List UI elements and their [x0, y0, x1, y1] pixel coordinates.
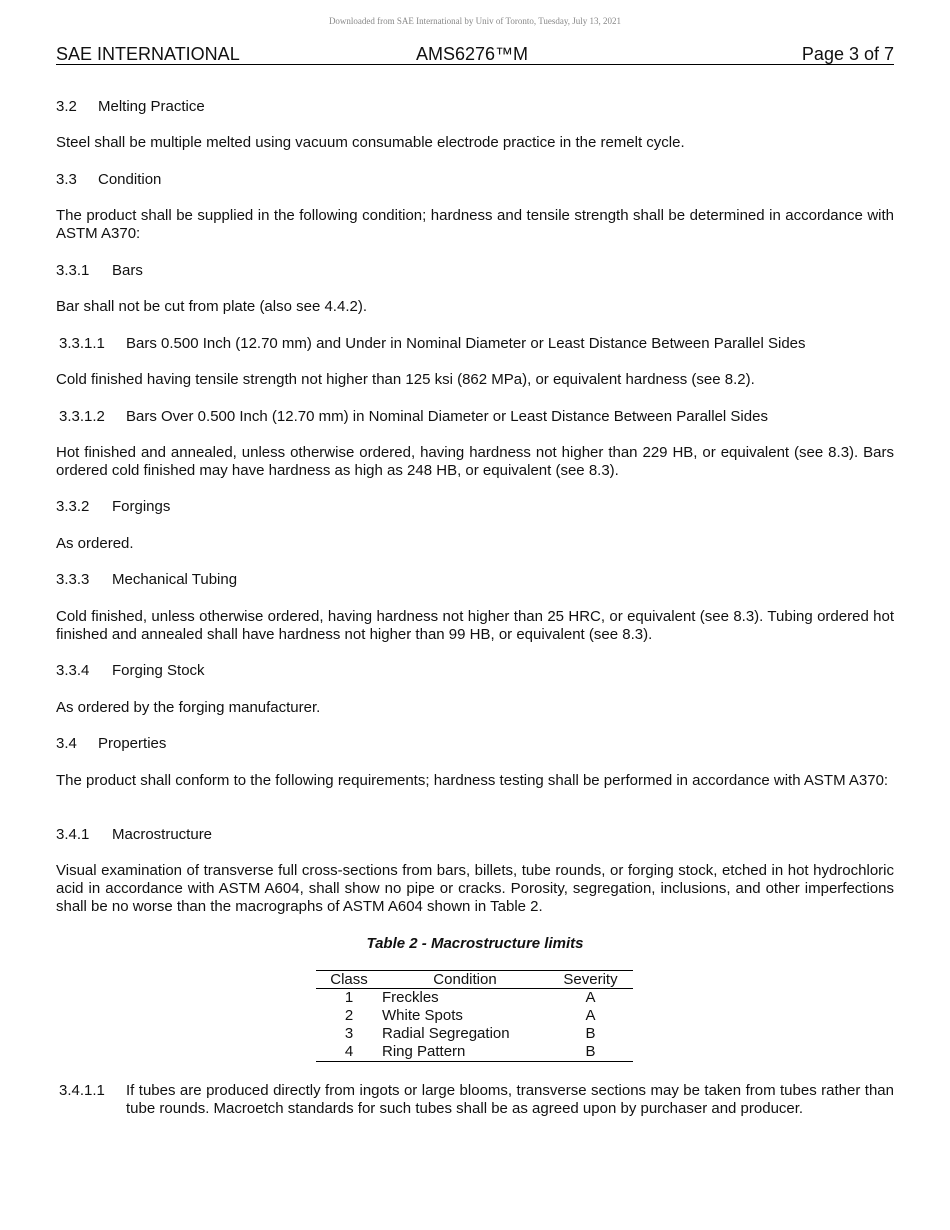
table-header-row: [316, 971, 633, 989]
section-title: Macrostructure: [112, 826, 213, 843]
table-row: [316, 1025, 633, 1043]
section-number: 3.3.4: [56, 662, 90, 679]
cell-class: 2: [344, 1007, 354, 1024]
section-heading-3-3-1-2: [56, 408, 894, 426]
table-row: [316, 1043, 633, 1062]
paragraph-3-2: Steel shall be multiple melted using vacuum consumable electrode practice in the remelt cycle.: [56, 134, 685, 151]
paragraph-3-4-1: Visual examination of transverse full cross-sections from bars, billets, tube rounds, or forging stock, etched in hot hydrochloric acid in accordance with ASTM A604, shall show no pipe or cracks. Porosity, segregation, inclusions, and other imperfections shall be no worse than the macrographs of ASTM A604 shown in Table 2.: [56, 862, 894, 915]
cell-severity: B: [548, 1043, 633, 1062]
paragraph-3-4: The product shall conform to the following requirements; hardness testing shall be performed in accordance with ASTM A370:: [56, 772, 889, 789]
cell-condition: White Spots: [382, 1007, 463, 1024]
section-heading-3-3-1: [56, 262, 894, 280]
download-notice: Downloaded from SAE International by Univ of Toronto, Tuesday, July 13, 2021: [328, 16, 622, 26]
cell-severity: A: [585, 989, 596, 1006]
table-row: [316, 989, 633, 1008]
macrostructure-table: [316, 970, 633, 1062]
paragraph-3-3-1-1: Cold finished having tensile strength not higher than 125 ksi (862 MPa), or equivalent hardness (see 8.2).: [56, 371, 755, 388]
cell-severity: B: [585, 1025, 596, 1042]
table-caption: Table 2 - Macrostructure limits: [366, 935, 584, 952]
cell-condition: Radial Segregation: [382, 1025, 510, 1042]
header-document-id: AMS6276™M: [416, 44, 529, 64]
section-number: 3.3.2: [56, 498, 90, 515]
section-number: 3.3.1: [56, 262, 90, 279]
section-title: Bars Over 0.500 Inch (12.70 mm) in Nominal Diameter or Least Distance Between Parallel Sides: [126, 408, 768, 425]
paragraph-3-4-1-1: [56, 1082, 894, 1118]
paragraph-3-3-1-2: Hot finished and annealed, unless otherwise ordered, having hardness not higher than 229 HB, or equivalent (see 8.3). Bars ordered cold finished may have hardness as high as 248 HB, or equivalent (see 8.3).: [56, 444, 894, 479]
column-header-severity: Severity: [548, 971, 633, 989]
section-heading-3-4: [56, 735, 894, 753]
section-title: Properties: [98, 735, 167, 752]
section-heading-3-3: [56, 171, 894, 189]
section-title: Melting Practice: [98, 98, 205, 115]
page-header: [56, 44, 894, 65]
paragraph-3-3: The product shall be supplied in the following condition; hardness and tensile strength shall be determined in accordance with ASTM A370:: [56, 207, 894, 242]
column-header-class: Class: [316, 971, 382, 989]
column-header-condition: Condition: [382, 971, 548, 989]
header-publisher: SAE INTERNATIONAL: [56, 44, 240, 64]
section-heading-3-3-1-1: [56, 335, 894, 353]
paragraph-3-3-1: Bar shall not be cut from plate (also see 4.4.2).: [56, 298, 367, 315]
section-number: 3.4: [56, 735, 77, 752]
paragraph-3-3-3: Cold finished, unless otherwise ordered, having hardness not higher than 25 HRC, or equivalent (see 8.3). Tubing ordered hot finished and annealed shall have hardness not higher than 99 HB, or equivalent (see 8.3).: [56, 608, 894, 643]
section-number: 3.3: [56, 171, 77, 188]
section-number: 3.4.1.1: [59, 1082, 105, 1099]
section-number: 3.4.1: [56, 826, 90, 843]
table-row: [316, 1007, 633, 1025]
section-title: Condition: [98, 171, 162, 188]
section-title: Mechanical Tubing: [112, 571, 238, 588]
section-heading-3-3-4: [56, 662, 894, 680]
cell-severity: A: [585, 1007, 596, 1024]
paragraph-text: If tubes are produced directly from ingots or large blooms, transverse sections may be taken from tubes rather than tube rounds. Macroetch standards for such tubes shall be as agreed upon by purchaser and producer.: [126, 1082, 894, 1117]
section-title: Forgings: [112, 498, 171, 515]
section-heading-3-4-1: [56, 826, 894, 844]
section-number: 3.2: [56, 98, 77, 115]
section-number: 3.3.3: [56, 571, 90, 588]
cell-class: 3: [344, 1025, 354, 1042]
section-number: 3.3.1.1: [59, 335, 105, 352]
header-page-number: Page 3 of 7: [801, 44, 894, 64]
section-heading-3-2: [56, 98, 894, 116]
section-number: 3.3.1.2: [59, 408, 105, 425]
section-heading-3-3-2: [56, 498, 894, 516]
section-title: Bars 0.500 Inch (12.70 mm) and Under in Nominal Diameter or Least Distance Between Parallel Sides: [126, 335, 806, 352]
paragraph-3-3-2: As ordered.: [56, 535, 134, 552]
section-heading-3-3-3: [56, 571, 894, 589]
section-title: Forging Stock: [112, 662, 205, 679]
paragraph-3-3-4: As ordered by the forging manufacturer.: [56, 699, 321, 716]
cell-class: 4: [316, 1043, 382, 1062]
section-title: Bars: [112, 262, 143, 279]
cell-condition: Freckles: [382, 989, 439, 1006]
cell-class: 1: [344, 989, 354, 1006]
cell-condition: Ring Pattern: [382, 1043, 548, 1062]
